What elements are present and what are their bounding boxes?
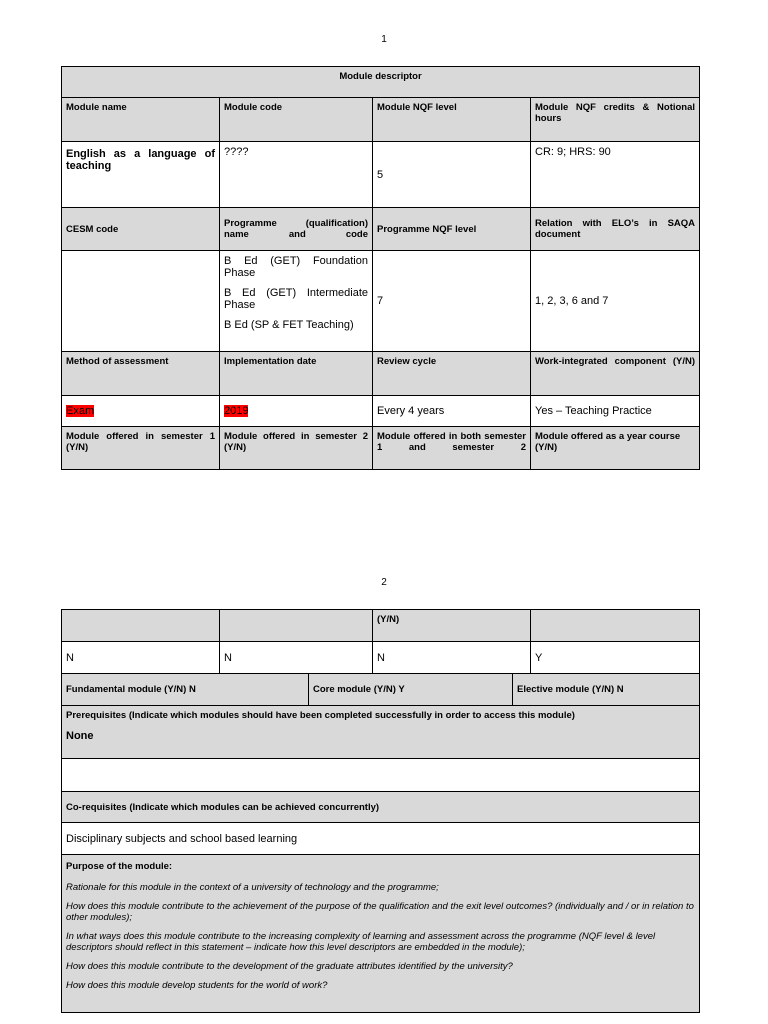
header-module-name: Module name — [62, 98, 220, 142]
module-offering-table — [61, 609, 700, 1013]
header-programme-name: Programme (qualification) name and code — [220, 208, 373, 251]
page-number-1: 1 — [381, 34, 387, 45]
programme-list — [220, 251, 373, 352]
header-elo-relation: Relation with ELO’s in SAQA document — [531, 208, 700, 251]
core-module: Core module (Y/N) Y — [309, 674, 513, 706]
highlighted-text: 2019 — [224, 405, 249, 417]
value-assessment-method — [62, 396, 220, 427]
value-programme-nqf-level: 7 — [373, 251, 531, 352]
header-implementation-date: Implementation date — [220, 352, 373, 396]
cont-cell — [531, 610, 700, 642]
answer-year-course: Y — [531, 642, 700, 674]
cont-cell: (Y/N) — [373, 610, 531, 642]
answer-semester-1: N — [62, 642, 220, 674]
cont-cell — [62, 610, 220, 642]
value-module-code: ???? — [220, 142, 373, 208]
header-programme-nqf-level: Programme NQF level — [373, 208, 531, 251]
purpose-item: In what ways does this module contribute to the increasing complexity of learning and assessment across the programme (NQF level & level descriptors should reflect in this statement – indicate how this level descriptors are embedded in the module); — [66, 931, 656, 953]
header-assessment-method: Method of assessment — [62, 352, 220, 396]
programme-item: B Ed (SP & FET Teaching) — [224, 319, 354, 331]
programme-item: B Ed (GET) Foundation Phase — [224, 255, 368, 279]
header-both-semesters: Module offered in both semester 1 and semester 2 — [373, 427, 531, 470]
table-title: Module descriptor — [62, 67, 700, 98]
header-semester-1: Module offered in semester 1 (Y/N) — [62, 427, 220, 470]
purpose-cell — [62, 855, 700, 1013]
fundamental-module: Fundamental module (Y/N) N — [62, 674, 309, 706]
corequisites-label: Co-requisites (Indicate which modules can be achieved concurrently) — [62, 792, 700, 823]
value-module-nqf-level: 5 — [373, 142, 531, 208]
value-review-cycle: Every 4 years — [373, 396, 531, 427]
programme-item: B Ed (GET) Intermediate Phase — [224, 287, 368, 311]
value-implementation-date — [220, 396, 373, 427]
header-cesm-code: CESM code — [62, 208, 220, 251]
module-descriptor-table — [61, 66, 700, 470]
header-review-cycle: Review cycle — [373, 352, 531, 396]
value-elo-relation: 1, 2, 3, 6 and 7 — [531, 251, 700, 352]
value-module-name: English as a language of teaching — [62, 142, 220, 208]
purpose-label: Purpose of the module: — [66, 861, 173, 872]
prerequisites-value: None — [66, 730, 94, 742]
header-module-credits: Module NQF credits & Notional hours — [531, 98, 700, 142]
prerequisites-cell — [62, 706, 700, 759]
header-work-integrated: Work-integrated component (Y/N) — [531, 352, 700, 396]
purpose-item: Rationale for this module in the context of a university of technology and the programme; — [66, 882, 439, 893]
answer-both-semesters: N — [373, 642, 531, 674]
answer-semester-2: N — [220, 642, 373, 674]
value-cesm-code — [62, 251, 220, 352]
page-number-2: 2 — [381, 577, 387, 588]
corequisites-value: Disciplinary subjects and school based learning — [62, 823, 700, 855]
purpose-item: How does this module contribute to the development of the graduate attributes identified by the university? — [66, 961, 513, 972]
header-module-nqf-level: Module NQF level — [373, 98, 531, 142]
header-semester-2: Module offered in semester 2 (Y/N) — [220, 427, 373, 470]
highlighted-text: Exam — [66, 405, 95, 417]
header-module-code: Module code — [220, 98, 373, 142]
value-work-integrated: Yes – Teaching Practice — [531, 396, 700, 427]
purpose-item: How does this module contribute to the achievement of the purpose of the qualification and the exit level outcomes? (individually and / or in relation to other modules); — [66, 901, 694, 923]
value-module-credits: CR: 9; HRS: 90 — [531, 142, 700, 208]
prerequisites-label: Prerequisites (Indicate which modules should have been completed successfully in order to access this module) — [66, 710, 575, 721]
purpose-item: How does this module develop students for the world of work? — [66, 980, 328, 991]
elective-module: Elective module (Y/N) N — [513, 674, 700, 706]
empty-row — [62, 759, 700, 792]
cont-cell — [220, 610, 373, 642]
header-year-course: Module offered as a year course (Y/N) — [531, 427, 700, 470]
